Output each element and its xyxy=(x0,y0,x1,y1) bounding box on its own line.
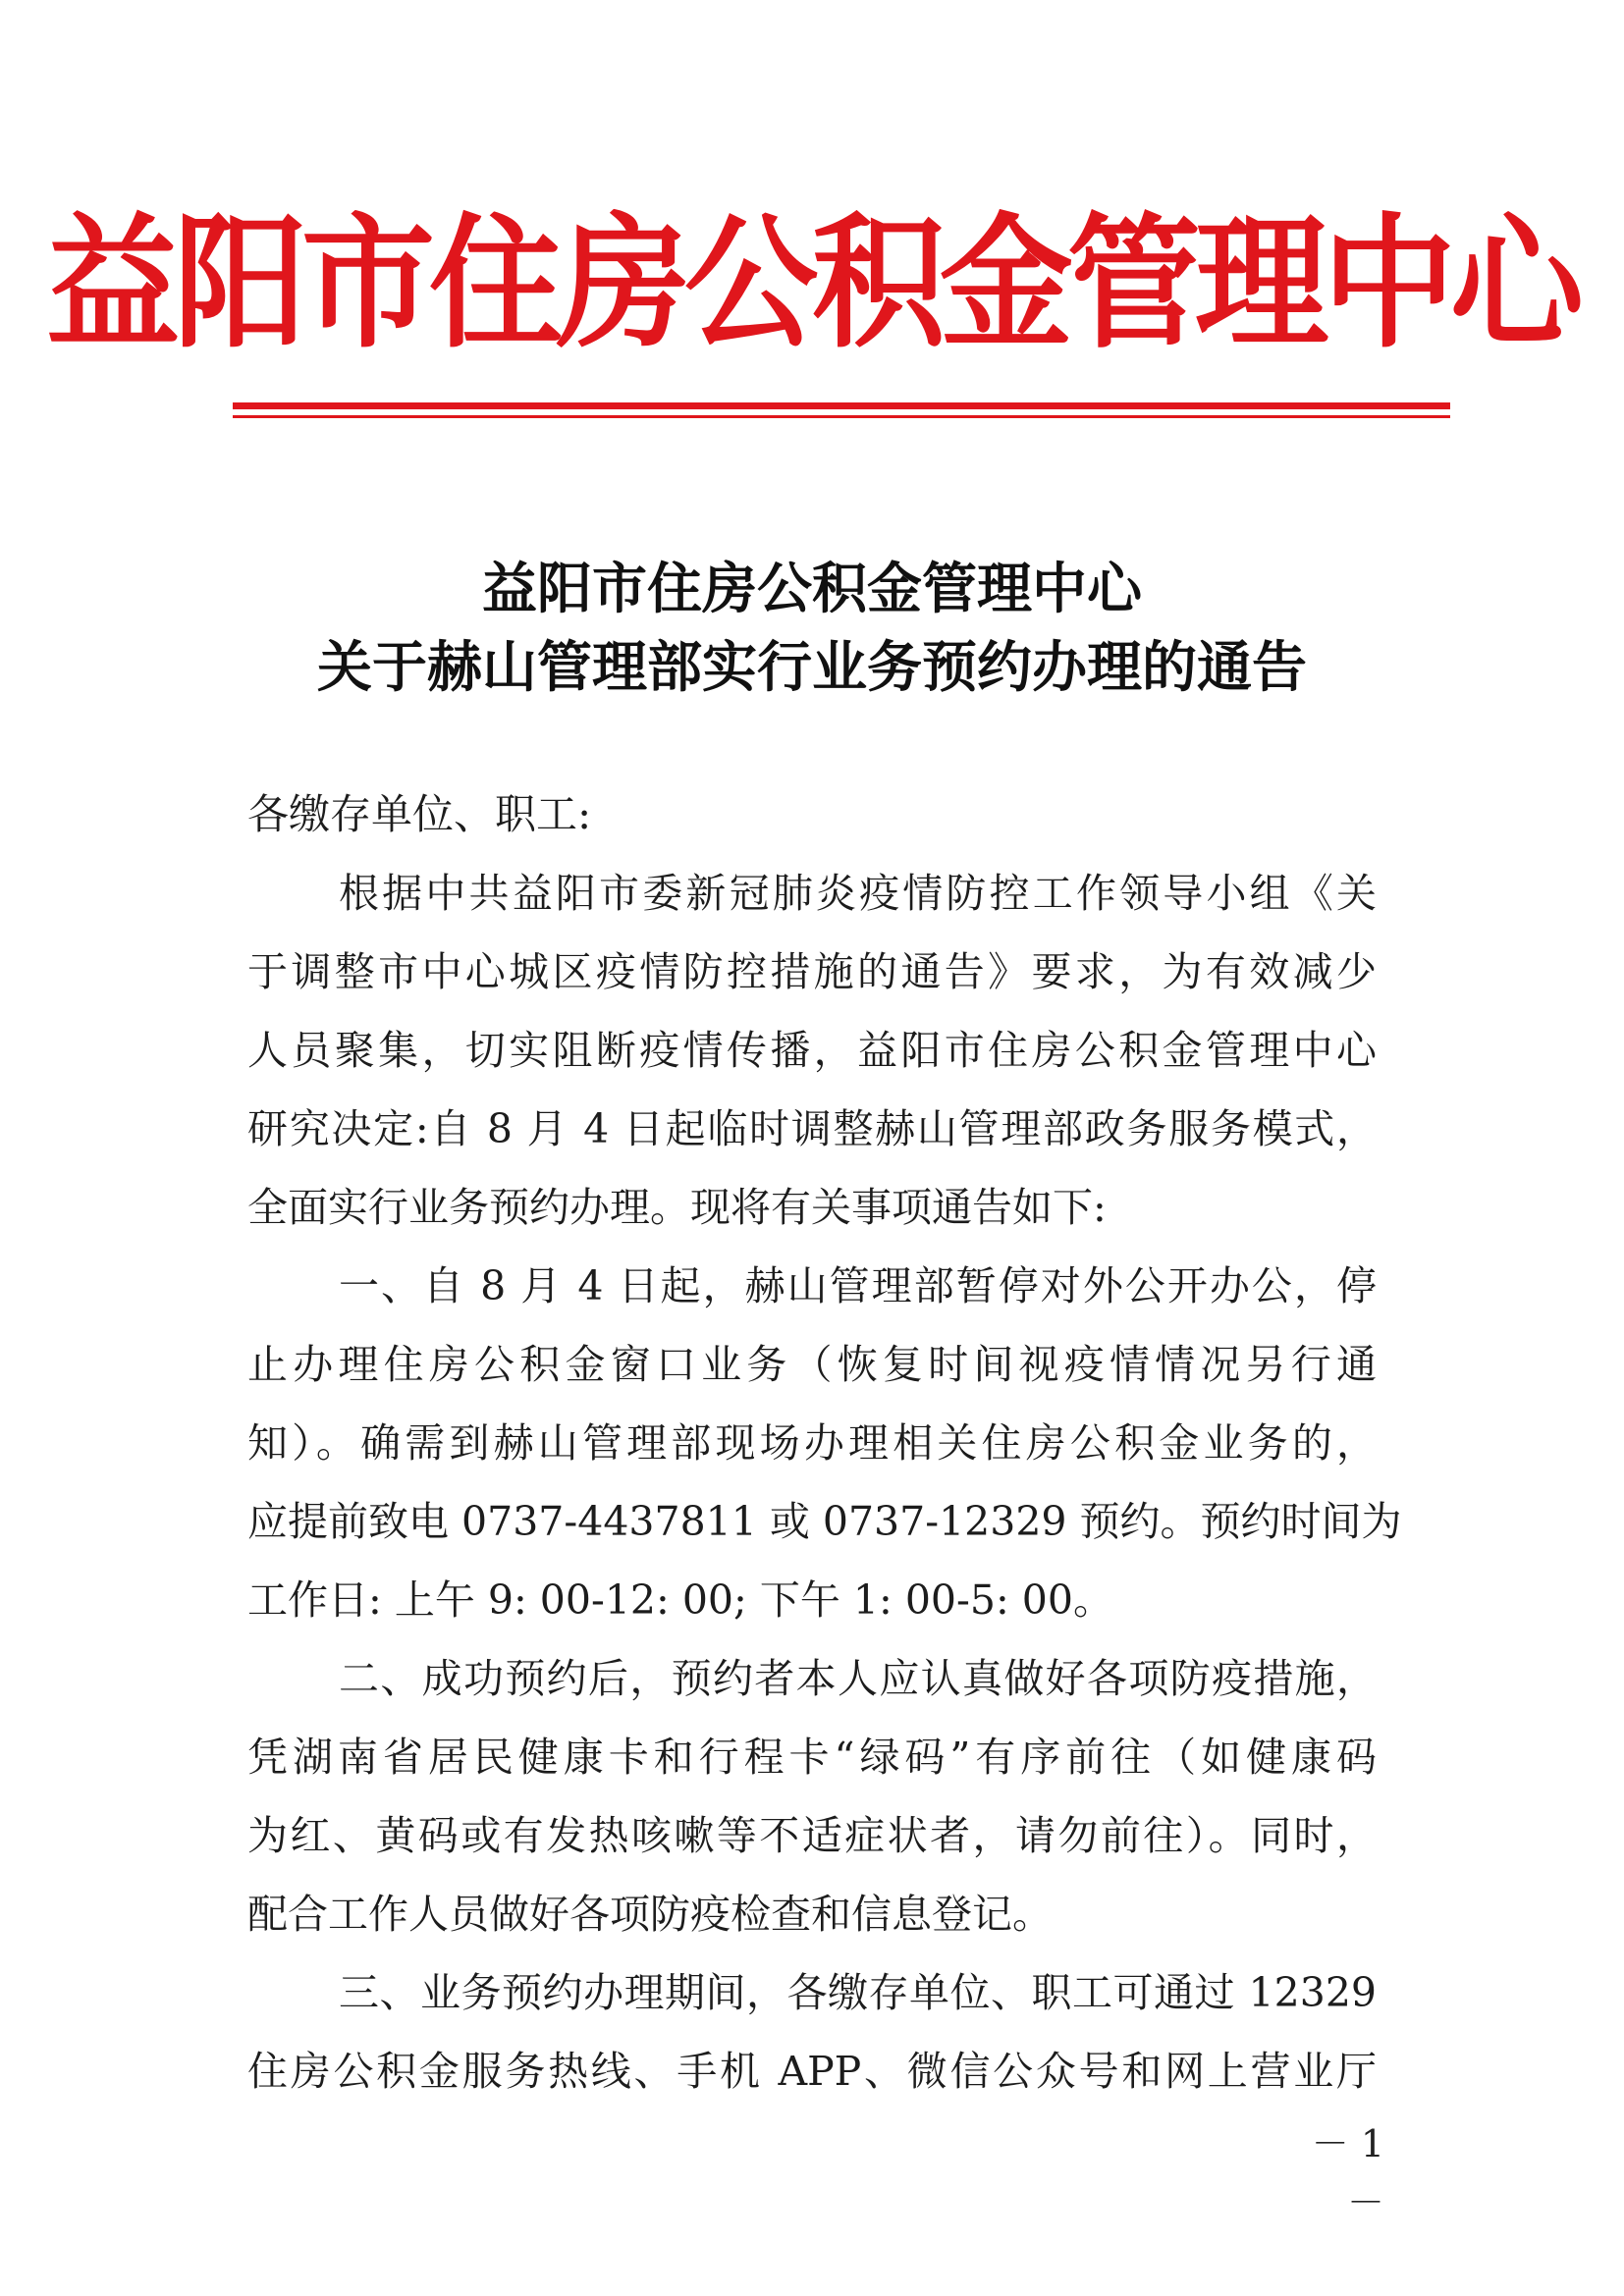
paragraph-4-line-2: 住房公积金服务热线、手机 APP、微信公众号和网上营业厅 xyxy=(247,2048,1377,2095)
paragraph-2-line-3: 知）。确需到赫山管理部现场办理相关住房公积金业务的， xyxy=(247,1419,1377,1467)
paragraph-3-line-2: 凭湖南省居民健康卡和行程卡“绿码”有序前往（如健康码 xyxy=(247,1734,1377,1781)
paragraph-1-line-3: 人员聚集，切实阻断疫情传播，益阳市住房公积金管理中心 xyxy=(247,1027,1377,1074)
letterhead-red-rule-thick xyxy=(233,402,1450,409)
salutation: 各缴存单位、职工: xyxy=(247,790,592,838)
document-title-line-2: 关于赫山管理部实行业务预约办理的通告 xyxy=(317,635,1307,700)
document-title-line-1: 益阳市住房公积金管理中心 xyxy=(482,557,1142,621)
paragraph-1-line-2: 于调整市中心城区疫情防控措施的通告》要求，为有效减少 xyxy=(247,948,1377,995)
paragraph-3-line-4: 配合工作人员做好各项防疫检查和信息登记。 xyxy=(247,1891,1053,1938)
paragraph-1-line-5: 全面实行业务预约办理。现将有关事项通告如下: xyxy=(247,1184,1107,1231)
paragraph-4-line-1: 三、业务预约办理期间，各缴存单位、职工可通过 12329 xyxy=(339,1969,1377,2016)
paragraph-2-line-2: 止办理住房公积金窗口业务（恢复时间视疫情情况另行通 xyxy=(247,1341,1377,1388)
paragraph-1-line-4: 研究决定:自 8 月 4 日起临时调整赫山管理部政务服务模式， xyxy=(247,1105,1377,1152)
paragraph-1-line-1: 根据中共益阳市委新冠肺炎疫情防控工作领导小组《关 xyxy=(339,870,1377,917)
page-number: － 1 － xyxy=(1311,2122,1384,2224)
paragraph-2-line-5: 工作日: 上午 9: 00-12: 00; 下午 1: 00-5: 00。 xyxy=(247,1576,1113,1624)
letterhead-red-rule-thin xyxy=(233,415,1450,418)
paragraph-3-line-3: 为红、黄码或有发热咳嗽等不适症状者，请勿前往）。同时， xyxy=(247,1812,1377,1859)
paragraph-2-line-1: 一、自 8 月 4 日起，赫山管理部暂停对外公开办公，停 xyxy=(339,1262,1377,1309)
paragraph-3-line-1: 二、成功预约后，预约者本人应认真做好各项防疫措施， xyxy=(339,1655,1377,1702)
letterhead-org-name: 益阳市住房公积金管理中心 xyxy=(46,200,1578,369)
paragraph-2-line-4: 应提前致电 0737-4437811 或 0737-12329 预约。预约时间为 xyxy=(247,1498,1402,1545)
